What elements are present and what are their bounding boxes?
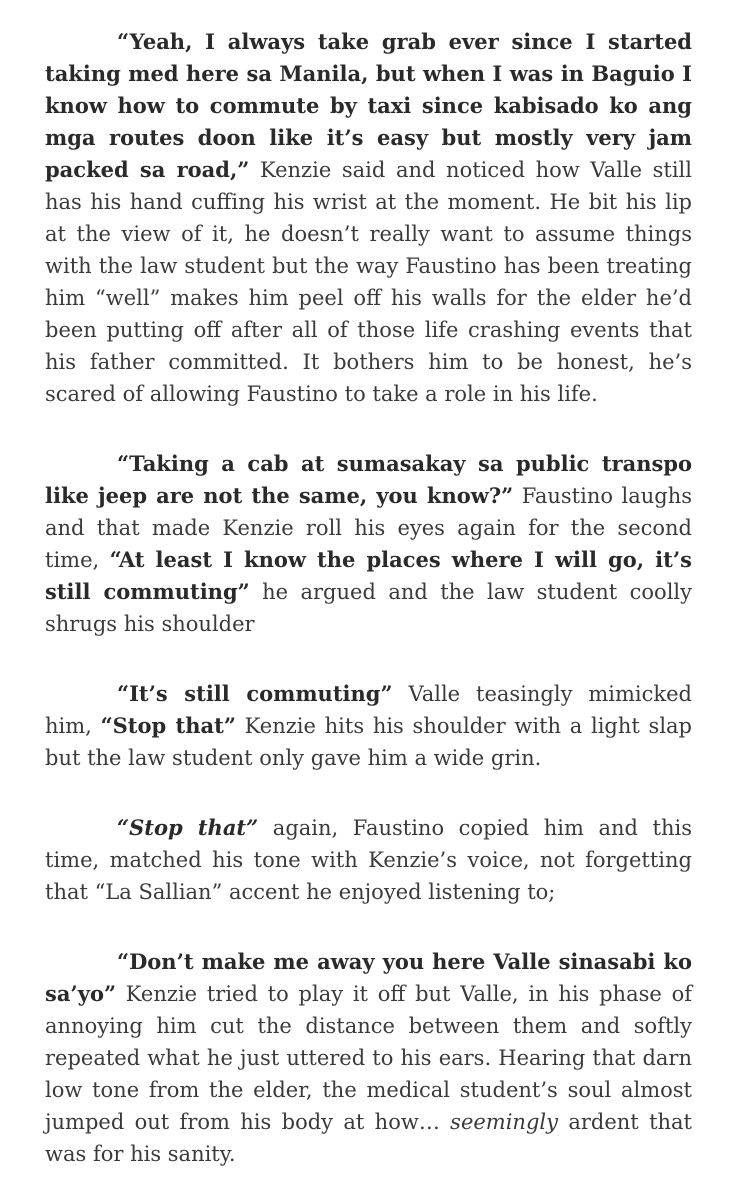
paragraph-5 (45, 946, 692, 1170)
narration: Kenzie tried to play it off but Valle, in his phase of annoying him cut the distance between them and softly repeated what he just uttered to his ears. Hearing that darn low tone from the elder, the medical student’s soul almost jumped out from his body at how… (45, 982, 692, 1134)
emphasis-seemingly: seemingly (450, 1110, 558, 1134)
dialogue-kenzie-grab: “Yeah, I always take grab ever since I started taking med here sa Manila, but when I was in Baguio I know how to commute by taxi since kabisado ko ang mga routes doon like it’s easy but mostly very jam packed sa road,” (45, 29, 692, 182)
dialogue-valle-mimic: “It’s still commuting” (117, 681, 393, 706)
narration: he argued and the law student coolly shrugs his shoulder (45, 580, 692, 636)
dialogue-kenzie-stop: “Stop that” (100, 713, 236, 738)
narration: ardent that was for his sanity. (45, 1110, 692, 1166)
narration: Valle teasingly mimicked him, (45, 682, 693, 738)
dialogue-kenzie-commuting: “At least I know the places where I will go, it’s still commuting” (45, 547, 692, 604)
narration: Kenzie hits his shoulder with a light slap but the law student only gave him a wide grin. (45, 714, 693, 770)
paragraph-2 (45, 448, 692, 640)
dialogue-faustino-stop: “Stop that” (117, 815, 259, 840)
paragraph-4 (45, 812, 692, 908)
narration: Kenzie said and noticed how Valle still has his hand cuffing his wrist at the moment. He bit his lip at the view of it, he doesn’t really want to assume things with the law student but the way Faustino has been treating him “well” makes him peel off his walls for the elder he’d been putting off after all of those life crashing events that his father committed. It bothers him to be honest, he’s scared of allowing Faustino to take a role in his life. (45, 158, 692, 406)
narration: Faustino laughs and that made Kenzie roll his eyes again for the second time, (45, 484, 693, 572)
dialogue-kenzie-away: “Don’t make me away you here Valle sinasabi ko sa’yo” (45, 949, 692, 1006)
paragraph-1 (45, 26, 692, 410)
narration: again, Faustino copied him and this time, matched his tone with Kenzie’s voice, not forgetting that “La Sallian” accent he enjoyed listening to; (45, 816, 692, 904)
dialogue-faustino-cab: “Taking a cab at sumasakay sa public transpo like jeep are not the same, you know?” (45, 451, 692, 508)
paragraph-3 (45, 678, 692, 774)
